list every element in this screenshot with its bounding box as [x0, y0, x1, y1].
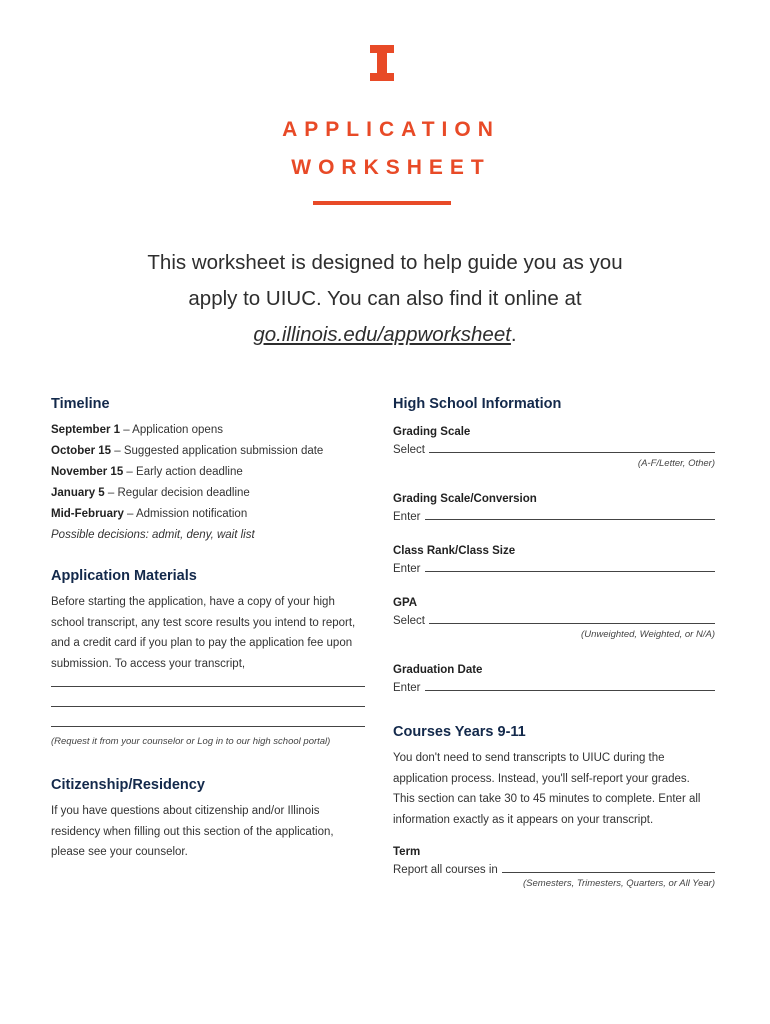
materials-note: (Request it from your counselor or Log in to our high school portal) — [51, 736, 331, 747]
term-section — [393, 846, 715, 889]
transcript-blanks — [51, 676, 371, 727]
right-column — [393, 396, 715, 889]
transcript-blank-line[interactable] — [51, 696, 365, 707]
high-school-heading: High School Information — [393, 396, 562, 412]
conversion-label: Grading Scale/Conversion — [393, 493, 537, 505]
materials-heading: Application Materials — [51, 568, 197, 584]
title-line-2: WORKSHEET — [291, 156, 491, 179]
timeline-list — [51, 420, 371, 546]
term-field[interactable]: Report all courses in — [393, 864, 715, 876]
conversion-field[interactable]: Enter — [393, 511, 715, 523]
graduation-field[interactable]: Enter — [393, 682, 715, 694]
courses-body: You don't need to send transcripts to UIUC during the application process. Instead, you'll self-report your grades. This section can take 30 to 45 minutes to complete. Enter all information exactly as it appears on your transcript. — [393, 752, 701, 826]
term-label: Term — [393, 846, 421, 858]
materials-body: Before starting the application, have a copy of your high school transcript, any test score results you intend to report, and a credit card if you plan to pay the application fee upon submission. To access your transcript, — [51, 596, 356, 670]
grading-scale-section — [393, 426, 715, 469]
grading-scale-hint: (A-F/Letter, Other) — [637, 458, 715, 469]
gpa-section — [393, 597, 715, 640]
term-hint: (Semesters, Trimesters, Quarters, or All Year) — [523, 878, 715, 889]
timeline-item: November 15 – Early action deadline — [51, 466, 243, 478]
citizenship-heading: Citizenship/Residency — [51, 777, 205, 793]
grading-scale-field[interactable]: Select — [393, 444, 715, 456]
left-column — [51, 396, 371, 863]
illinois-block-i-logo — [370, 45, 394, 81]
class-rank-field[interactable]: Enter — [393, 563, 715, 575]
transcript-blank-line[interactable] — [51, 676, 365, 687]
timeline-item: January 5 – Regular decision deadline — [51, 487, 250, 499]
grading-scale-label: Grading Scale — [393, 426, 471, 438]
courses-heading: Courses Years 9-11 — [393, 724, 526, 740]
graduation-label: Graduation Date — [393, 664, 483, 676]
worksheet-link[interactable]: go.illinois.edu/appworksheet — [253, 323, 511, 346]
possible-decisions: Possible decisions: admit, deny, wait list — [51, 529, 255, 541]
class-rank-section — [393, 545, 715, 575]
class-rank-label: Class Rank/Class Size — [393, 545, 516, 557]
transcript-blank-line[interactable] — [51, 716, 365, 727]
title-line-1: APPLICATION — [282, 118, 500, 141]
timeline-item: October 15 – Suggested application submission date — [51, 445, 324, 457]
timeline-item: Mid-February – Admission notification — [51, 508, 248, 520]
intro-text: This worksheet is designed to help guide you as you apply to UIUC. You can also find it online at go.illinois.edu/appworksheet. — [147, 251, 623, 346]
citizenship-body: If you have questions about citizenship and/or Illinois residency when filling out this section of the application, please see your counselor. — [51, 805, 334, 858]
conversion-section — [393, 493, 715, 523]
gpa-hint: (Unweighted, Weighted, or N/A) — [581, 629, 715, 640]
gpa-label: GPA — [393, 597, 418, 609]
gpa-field[interactable]: Select — [393, 615, 715, 627]
graduation-section — [393, 664, 715, 694]
title-divider — [313, 201, 451, 205]
timeline-heading: Timeline — [51, 396, 110, 412]
timeline-item: September 1 – Application opens — [51, 424, 223, 436]
